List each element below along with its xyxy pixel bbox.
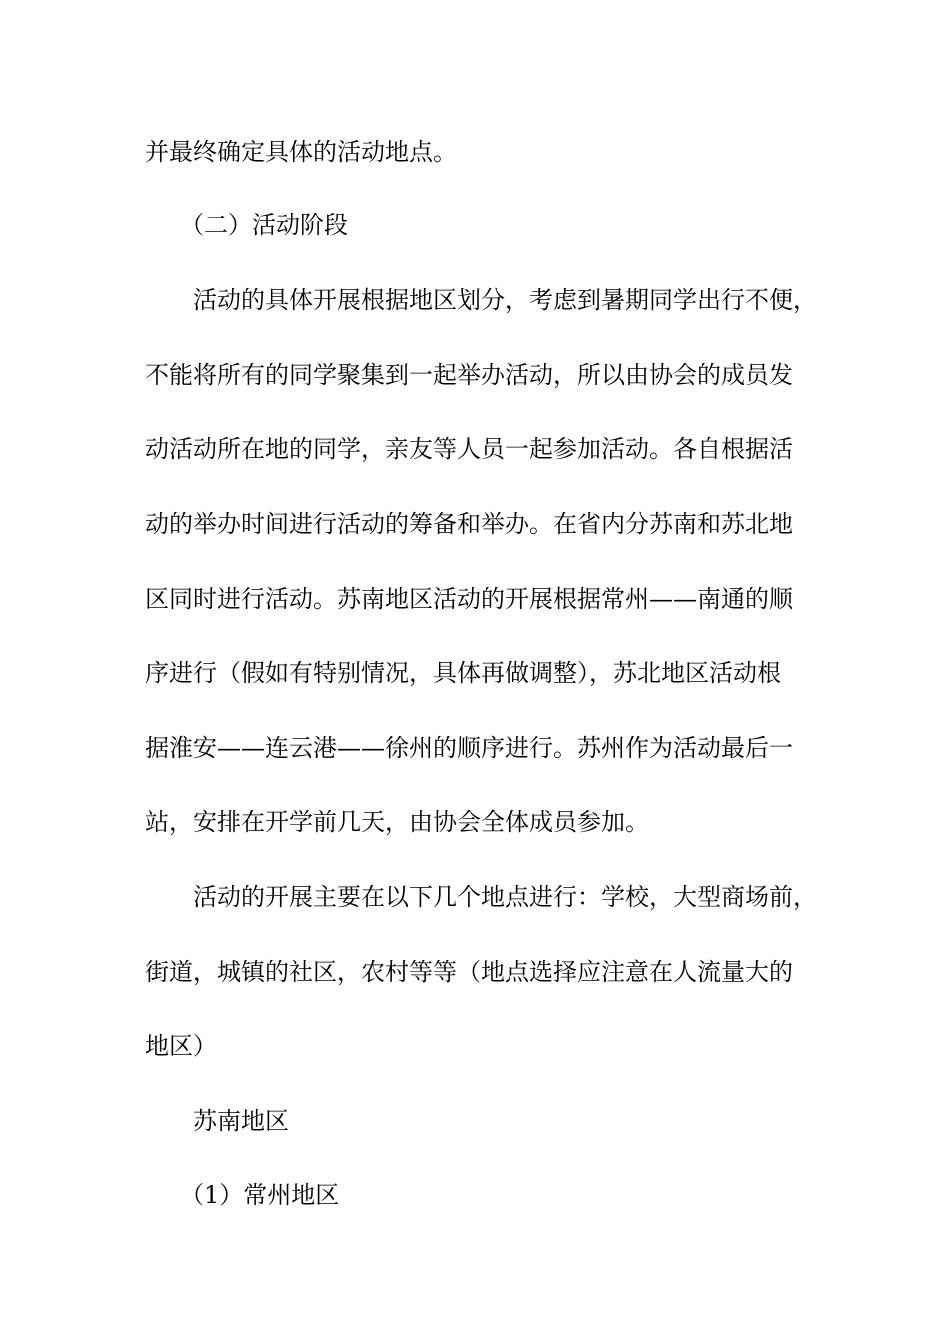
paragraph-line: 动活动所在地的同学，亲友等人员一起参加活动。各自根据活 [145, 435, 793, 463]
paragraph-line: 活动的开展主要在以下几个地点进行：学校，大型商场前， [193, 883, 817, 911]
paragraph-line: 活动的具体开展根据地区划分，考虑到暑期同学出行不便， [193, 286, 817, 314]
paragraph-line: 据淮安——连云港——徐州的顺序进行。苏州作为活动最后一 [145, 734, 793, 762]
subsection-item: （1）常州地区 [180, 1181, 340, 1209]
subsection-heading: 苏南地区 [193, 1107, 289, 1135]
paragraph-line: 并最终确定具体的活动地点。 [145, 138, 457, 166]
paragraph-line: 街道，城镇的社区，农村等等（地点选择应注意在人流量大的 [145, 958, 793, 986]
paragraph-line: 地区） [145, 1032, 217, 1060]
paragraph-line: 序进行（假如有特别情况，具体再做调整），苏北地区活动根 [145, 659, 781, 687]
paragraph-line: 动的举办时间进行活动的筹备和举办。在省内分苏南和苏北地 [145, 510, 793, 538]
paragraph-line: 不能将所有的同学聚集到一起举办活动，所以由协会的成员发 [145, 361, 793, 389]
section-heading: （二）活动阶段 [180, 211, 348, 239]
paragraph-line: 区同时进行活动。苏南地区活动的开展根据常州——南通的顺 [145, 585, 793, 613]
paragraph-line: 站，安排在开学前几天，由协会全体成员参加。 [145, 808, 649, 836]
